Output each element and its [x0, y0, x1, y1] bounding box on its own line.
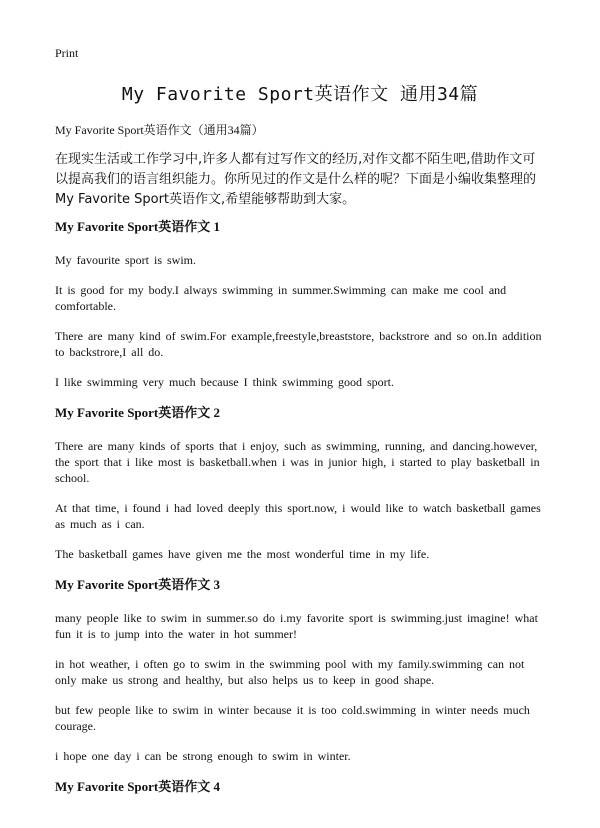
- section-paragraph: i hope one day i can be strong enough to swim in winter.: [55, 749, 351, 763]
- print-link[interactable]: Print: [55, 46, 79, 60]
- section-paragraph: There are many kind of swim.For example,freestyle,breaststore, backstrore and so on.In addition to backstrore,I all do.: [55, 329, 542, 359]
- section-paragraph: but few people like to swim in winter because it is too cold.swimming in winter needs much courage.: [55, 703, 530, 733]
- section-heading: My Favorite Sport英语作文 3: [55, 577, 221, 592]
- document-title: My Favorite Sport英语作文 通用34篇: [121, 84, 479, 105]
- section-paragraph: There are many kinds of sports that i enjoy, such as swimming, running, and dancing.however, the sport that i like most is basketball.when i was in junior high, i started to play basketball in school.: [55, 439, 540, 485]
- section-paragraph: My favourite sport is swim.: [55, 253, 196, 267]
- section-paragraph: It is good for my body.I always swimming in summer.Swimming can make me cool and comfortable.: [55, 283, 507, 313]
- document-subtitle: My Favorite Sport英语作文（通用34篇）: [55, 123, 264, 137]
- section-paragraph: many people like to swim in summer.so do i.my favorite sport is swimming.just imagine! what fun it is to jump into the water in hot summer!: [55, 611, 538, 641]
- section-paragraph: I like swimming very much because I think swimming good sport.: [55, 375, 394, 389]
- intro-paragraph: 在现实生活或工作学习中,许多人都有过写作文的经历,对作文都不陌生吧,借助作文可以提高我们的语言组织能力。你所见过的作文是什么样的呢？下面是小编收集整理的My Favorite Sport英语作文,希望能够帮助到大家。: [55, 152, 537, 207]
- essay-content: [55, 218, 547, 812]
- section-heading: My Favorite Sport英语作文 2: [55, 405, 221, 420]
- section-paragraph: in hot weather, i often go to swim in the swimming pool with my family.swimming can not only make us strong and healthy, but also helps us to keep in good shape.: [55, 657, 525, 687]
- section-heading: My Favorite Sport英语作文 1: [55, 219, 221, 234]
- section-paragraph: At that time, i found i had loved deeply this sport.now, i would like to watch basketball games as much as i can.: [55, 501, 541, 531]
- section-paragraph: The basketball games have given me the most wonderful time in my life.: [55, 547, 430, 561]
- section-heading: My Favorite Sport英语作文 4: [55, 779, 221, 794]
